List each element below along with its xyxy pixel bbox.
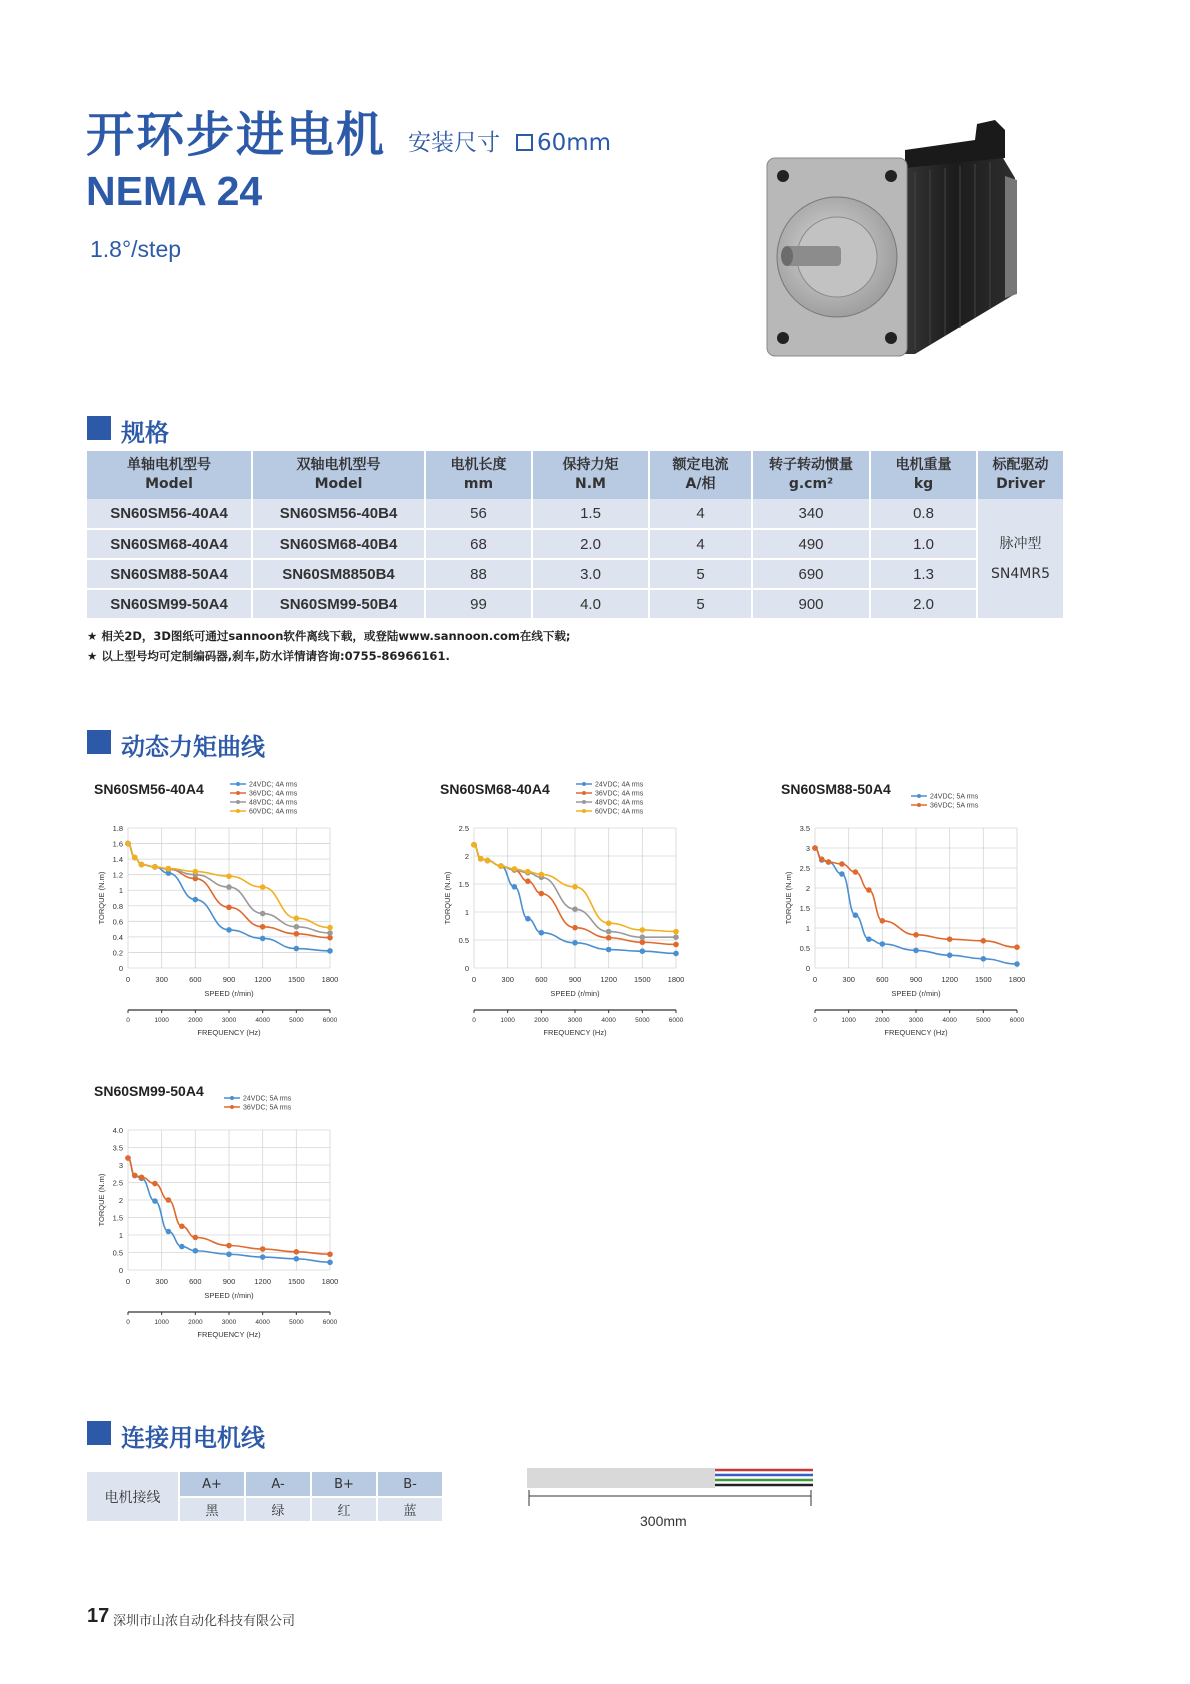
- data-point: [152, 1198, 158, 1204]
- chart-legend: [576, 782, 644, 816]
- column-header: 电机重量 kg: [870, 451, 977, 499]
- data-point: [327, 925, 333, 931]
- legend-marker: [582, 800, 586, 804]
- data-point: [139, 1174, 145, 1180]
- data-point: [606, 947, 612, 953]
- data-point: [152, 1181, 158, 1187]
- y-axis-label: TORQUE (N.m): [97, 1173, 106, 1227]
- y-tick-label: 1.6: [112, 839, 123, 849]
- y-tick-label: 4.0: [112, 1126, 123, 1135]
- frequency-tick-label: 6000: [668, 1017, 684, 1024]
- data-point: [260, 924, 266, 930]
- x-axis-label: SPEED (r/min): [550, 989, 600, 998]
- data-point: [193, 869, 199, 875]
- data-point: [179, 1244, 185, 1250]
- frequency-tick-label: 6000: [322, 1017, 338, 1024]
- driver-cell: 脉冲型 SN4MR5: [977, 499, 1064, 619]
- x-tick-label: 300: [501, 975, 514, 984]
- x-tick-label: 900: [568, 975, 582, 984]
- data-point: [606, 920, 612, 926]
- legend-marker: [582, 782, 586, 786]
- wiring-heading: 连接用电机线: [87, 1418, 387, 1448]
- y-tick-label: 0.2: [112, 948, 123, 958]
- chart-legend: [911, 794, 979, 810]
- wire-color: 红: [311, 1497, 377, 1522]
- frequency-tick-label: 6000: [322, 1319, 338, 1326]
- wire-color: 蓝: [377, 1497, 443, 1522]
- spec-header-row: [87, 451, 1064, 499]
- pin-label: A+: [179, 1472, 245, 1497]
- data-point: [166, 1229, 172, 1235]
- data-point: [193, 897, 199, 903]
- data-point: [327, 1251, 333, 1257]
- step-angle: 1.8°/step: [90, 236, 182, 262]
- table-row: SN60SM68-40A4 SN60SM68-40B4 68 2.0 4 490 1.0: [87, 529, 1064, 559]
- data-point: [512, 884, 518, 890]
- legend-label: 36VDC; 4A rms: [595, 790, 644, 798]
- y-tick-label: 3: [805, 844, 810, 853]
- frequency-tick-label: 3000: [221, 1319, 237, 1326]
- legend-label: 36VDC; 5A rms: [930, 802, 979, 810]
- data-point: [166, 1197, 172, 1203]
- x-tick-label: 1500: [633, 975, 651, 984]
- y-tick-label: 1.4: [112, 855, 123, 865]
- data-point: [539, 930, 545, 936]
- heading-bar: [87, 416, 111, 440]
- chart-title: SN60SM68-40A4: [440, 781, 550, 797]
- data-point: [913, 932, 919, 938]
- data-point: [471, 842, 477, 848]
- data-point: [640, 948, 646, 954]
- data-point: [193, 1235, 199, 1241]
- frequency-tick-label: 5000: [289, 1017, 304, 1024]
- data-point: [572, 925, 578, 931]
- y-tick-label: 2.5: [458, 824, 469, 833]
- data-point: [819, 856, 825, 862]
- column-header: 双轴电机型号 Model: [252, 451, 425, 499]
- chart-grid: [815, 828, 1017, 968]
- x-tick-label: 1200: [254, 975, 272, 984]
- data-point: [226, 905, 232, 911]
- y-tick-label: 2.5: [799, 864, 810, 873]
- table-row: SN60SM56-40A4 SN60SM56-40B4 56 1.5 4 340 0.8 脉冲型 SN4MR5: [87, 499, 1064, 529]
- frequency-tick-label: 0: [472, 1017, 476, 1024]
- y-tick-label: 0.4: [112, 932, 123, 942]
- y-axis-label: TORQUE (N.m): [784, 871, 793, 925]
- x-tick-label: 0: [125, 975, 131, 984]
- legend-label: 24VDC; 4A rms: [249, 781, 298, 789]
- data-point: [539, 891, 545, 897]
- mount-size: [408, 124, 611, 157]
- data-point: [673, 934, 679, 940]
- page-title-en: NEMA 24: [86, 168, 263, 214]
- data-point: [981, 956, 987, 962]
- y-tick-label: 0.8: [112, 901, 123, 911]
- y-tick-label: 3: [118, 1161, 123, 1170]
- frequency-tick-label: 4000: [255, 1017, 270, 1024]
- x-tick-label: 1200: [254, 1277, 272, 1286]
- data-point: [981, 938, 987, 944]
- data-point: [673, 951, 679, 957]
- mount-size-value: 60mm: [537, 130, 612, 156]
- x-tick-label: 300: [155, 1277, 168, 1286]
- frequency-tick-label: 1000: [154, 1319, 169, 1326]
- chart-legend: [224, 1096, 292, 1112]
- y-tick-label: 1: [805, 924, 810, 933]
- data-point: [572, 906, 578, 912]
- data-point: [125, 1155, 131, 1161]
- legend-marker: [236, 809, 240, 813]
- frequency-tick-label: 0: [126, 1319, 130, 1326]
- legend-label: 24VDC; 4A rms: [595, 781, 644, 789]
- frequency-tick-label: 5000: [635, 1017, 650, 1024]
- frequency-tick-label: 1000: [841, 1017, 856, 1024]
- x-tick-label: 0: [471, 975, 477, 984]
- data-point: [880, 918, 886, 924]
- data-point: [226, 884, 232, 890]
- data-point: [498, 863, 504, 869]
- data-point: [512, 866, 518, 872]
- x-tick-label: 1800: [667, 975, 685, 984]
- data-point: [226, 1243, 232, 1249]
- data-point: [539, 872, 545, 878]
- frequency-tick-label: 5000: [289, 1319, 304, 1326]
- frequency-axis-label: FREQUENCY (Hz): [884, 1028, 948, 1037]
- y-tick-label: 1.5: [458, 880, 469, 889]
- data-point: [179, 1223, 185, 1229]
- y-tick-label: 1: [118, 1231, 123, 1240]
- x-tick-label: 1500: [287, 1277, 305, 1286]
- data-point: [260, 936, 266, 942]
- data-point: [947, 952, 953, 958]
- legend-marker: [230, 1096, 234, 1100]
- y-tick-label: 1: [118, 886, 123, 896]
- y-tick-label: 0: [464, 964, 469, 973]
- data-point: [226, 927, 232, 933]
- legend-label: 36VDC; 5A rms: [243, 1104, 292, 1112]
- x-tick-label: 600: [189, 975, 202, 984]
- x-axis-label: SPEED (r/min): [891, 989, 941, 998]
- x-tick-label: 1800: [321, 1277, 339, 1286]
- wiring-table: [87, 1472, 444, 1523]
- data-point: [166, 866, 172, 872]
- data-point: [572, 940, 578, 946]
- mount-label: 安装尺寸: [408, 130, 500, 156]
- y-tick-label: 1.8: [112, 824, 123, 833]
- legend-label: 60VDC; 4A rms: [249, 808, 298, 816]
- data-point: [260, 911, 266, 917]
- frequency-axis-label: FREQUENCY (Hz): [197, 1028, 261, 1037]
- spec-heading: 规格: [87, 413, 287, 443]
- chart-title: SN60SM99-50A4: [94, 1083, 204, 1099]
- frequency-tick-label: 4000: [255, 1319, 270, 1326]
- square-icon: [516, 134, 533, 151]
- x-tick-label: 1800: [321, 975, 339, 984]
- wiring-row-label: 电机接线: [87, 1472, 179, 1522]
- x-tick-label: 1800: [1008, 975, 1026, 984]
- data-point: [294, 946, 300, 952]
- chart-grid: [128, 1130, 330, 1270]
- x-tick-label: 300: [842, 975, 855, 984]
- column-header: 电机长度 mm: [425, 451, 532, 499]
- frequency-axis-label: FREQUENCY (Hz): [197, 1330, 261, 1339]
- y-tick-label: 0: [805, 964, 810, 973]
- y-tick-label: 0: [118, 1266, 123, 1275]
- data-point: [673, 942, 679, 948]
- data-point: [913, 948, 919, 954]
- x-tick-label: 900: [909, 975, 923, 984]
- x-tick-label: 600: [189, 1277, 202, 1286]
- column-header: 转子转动惯量 g.cm²: [752, 451, 870, 499]
- y-tick-label: 0.5: [799, 944, 810, 953]
- x-axis-label: SPEED (r/min): [204, 1291, 254, 1300]
- x-tick-label: 0: [812, 975, 818, 984]
- pin-label: B-: [377, 1472, 443, 1497]
- data-point: [294, 1256, 300, 1262]
- y-tick-label: 3.5: [799, 824, 810, 833]
- x-tick-label: 900: [222, 1277, 236, 1286]
- chart-grid: [128, 828, 330, 968]
- torque-chart-88: [781, 780, 1071, 1060]
- data-point: [260, 1254, 266, 1260]
- legend-marker: [230, 1105, 234, 1109]
- column-header: 单轴电机型号 Model: [87, 451, 252, 499]
- y-tick-label: 1.2: [112, 870, 123, 880]
- frequency-tick-label: 5000: [976, 1017, 991, 1024]
- y-tick-label: 2: [118, 1196, 123, 1205]
- data-point: [125, 841, 131, 847]
- data-point: [866, 887, 872, 893]
- stepper-motor-image: [765, 118, 1025, 366]
- data-point: [294, 1249, 300, 1255]
- frequency-axis-label: FREQUENCY (Hz): [543, 1028, 607, 1037]
- data-point: [606, 929, 612, 935]
- data-point: [478, 856, 484, 862]
- data-point: [294, 915, 300, 921]
- data-point: [839, 861, 845, 867]
- frequency-tick-label: 2000: [875, 1017, 890, 1024]
- data-point: [853, 912, 859, 918]
- x-axis-label: SPEED (r/min): [204, 989, 254, 998]
- data-point: [1014, 961, 1020, 967]
- x-tick-label: 1500: [287, 975, 305, 984]
- cable-jacket: [527, 1468, 715, 1488]
- data-point: [853, 869, 859, 875]
- data-point: [132, 855, 138, 861]
- data-point: [826, 859, 832, 865]
- data-point: [880, 941, 886, 947]
- x-tick-label: 0: [125, 1277, 131, 1286]
- y-axis-label: TORQUE (N.m): [97, 871, 106, 925]
- legend-label: 24VDC; 5A rms: [930, 793, 979, 801]
- frequency-tick-label: 2000: [188, 1319, 203, 1326]
- table-row: [87, 1472, 443, 1497]
- legend-marker: [582, 809, 586, 813]
- frequency-tick-label: 3000: [221, 1017, 237, 1024]
- note-line: ★ 相关2D，3D图纸可通过sannoon软件离线下载，或登陆www.sannoon.com在线下载;: [87, 629, 571, 643]
- data-point: [640, 927, 646, 933]
- data-point: [525, 869, 531, 875]
- y-tick-label: 2: [464, 852, 469, 861]
- chart-grid: [474, 828, 676, 968]
- frequency-tick-label: 0: [126, 1017, 130, 1024]
- legend-marker: [236, 782, 240, 786]
- legend-marker: [236, 800, 240, 804]
- table-row: SN60SM99-50A4 SN60SM99-50B4 99 4.0 5 900 2.0: [87, 589, 1064, 619]
- pin-label: A-: [245, 1472, 311, 1497]
- torque-chart-56: [94, 780, 384, 1060]
- data-point: [812, 845, 818, 851]
- frequency-tick-label: 2000: [188, 1017, 203, 1024]
- data-point: [866, 936, 872, 942]
- torque-chart-99: [94, 1082, 384, 1362]
- pin-label: B+: [311, 1472, 377, 1497]
- y-tick-label: 0: [118, 964, 123, 973]
- data-point: [525, 878, 531, 884]
- data-point: [839, 871, 845, 877]
- column-header: 标配驱动 Driver: [977, 451, 1064, 499]
- legend-marker: [582, 791, 586, 795]
- torque-heading: 动态力矩曲线: [87, 727, 387, 757]
- frequency-tick-label: 4000: [942, 1017, 957, 1024]
- cable-diagram: [525, 1462, 815, 1512]
- torque-chart-68: [440, 780, 730, 1060]
- page-title-cn: 开环步进电机: [86, 107, 387, 163]
- chart-title: SN60SM88-50A4: [781, 781, 891, 797]
- x-tick-label: 1500: [974, 975, 992, 984]
- data-point: [947, 936, 953, 942]
- y-tick-label: 3.5: [112, 1143, 123, 1153]
- spec-table: [87, 451, 1065, 620]
- data-point: [572, 884, 578, 890]
- y-tick-label: 1.5: [799, 904, 810, 913]
- frequency-tick-label: 1000: [154, 1017, 169, 1024]
- y-tick-label: 2: [805, 884, 810, 893]
- page-number: 17: [87, 1605, 110, 1627]
- data-point: [327, 930, 333, 936]
- legend-label: 60VDC; 4A rms: [595, 808, 644, 816]
- legend-label: 48VDC; 4A rms: [595, 799, 644, 807]
- data-point: [193, 1248, 199, 1254]
- data-point: [673, 929, 679, 935]
- x-tick-label: 300: [155, 975, 168, 984]
- y-tick-label: 0.5: [112, 1248, 123, 1258]
- legend-label: 24VDC; 5A rms: [243, 1095, 292, 1103]
- y-axis-label: TORQUE (N.m): [443, 871, 452, 925]
- data-point: [485, 858, 491, 864]
- data-point: [294, 924, 300, 930]
- column-header: 额定电流 A/相: [649, 451, 752, 499]
- data-point: [139, 862, 145, 868]
- frequency-tick-label: 3000: [908, 1017, 924, 1024]
- x-tick-label: 900: [222, 975, 236, 984]
- x-tick-label: 600: [876, 975, 889, 984]
- y-tick-label: 1.5: [112, 1213, 123, 1223]
- wire-color: 绿: [245, 1497, 311, 1522]
- legend-marker: [917, 794, 921, 798]
- data-point: [294, 931, 300, 937]
- frequency-tick-label: 6000: [1009, 1017, 1025, 1024]
- legend-label: 48VDC; 4A rms: [249, 799, 298, 807]
- heading-bar: [87, 1421, 111, 1445]
- data-point: [132, 1173, 138, 1179]
- column-header: 保持力矩 N.M: [532, 451, 649, 499]
- data-point: [1014, 944, 1020, 950]
- x-tick-label: 1200: [600, 975, 618, 984]
- heading-bar: [87, 730, 111, 754]
- data-point: [226, 1251, 232, 1257]
- data-point: [525, 916, 531, 922]
- y-tick-label: 1: [464, 908, 469, 917]
- legend-label: 36VDC; 4A rms: [249, 790, 298, 798]
- frequency-tick-label: 1000: [500, 1017, 515, 1024]
- y-tick-label: 2.5: [112, 1178, 123, 1188]
- data-point: [640, 934, 646, 940]
- chart-legend: [230, 782, 298, 816]
- table-row: SN60SM88-50A4 SN60SM8850B4 88 3.0 5 690 1.3: [87, 559, 1064, 589]
- data-point: [327, 948, 333, 954]
- data-point: [640, 939, 646, 945]
- note-line: ★ 以上型号均可定制编码器,刹车,防水详情请咨询:0755-86966161.: [87, 649, 450, 663]
- legend-marker: [917, 803, 921, 807]
- x-tick-label: 1200: [941, 975, 959, 984]
- y-tick-label: 0.5: [458, 936, 469, 945]
- data-point: [226, 873, 232, 879]
- data-point: [260, 1246, 266, 1252]
- data-point: [606, 935, 612, 941]
- frequency-tick-label: 0: [813, 1017, 817, 1024]
- data-point: [152, 864, 158, 870]
- x-tick-label: 600: [535, 975, 548, 984]
- data-point: [260, 884, 266, 890]
- cable-length: 300mm: [640, 1513, 687, 1529]
- y-tick-label: 0.6: [112, 917, 123, 927]
- frequency-tick-label: 2000: [534, 1017, 549, 1024]
- frequency-tick-label: 3000: [567, 1017, 583, 1024]
- data-point: [327, 1260, 333, 1266]
- legend-marker: [236, 791, 240, 795]
- frequency-tick-label: 4000: [601, 1017, 616, 1024]
- wire-color: 黑: [179, 1497, 245, 1522]
- chart-title: SN60SM56-40A4: [94, 781, 204, 797]
- company-name: 深圳市山浓自动化科技有限公司: [113, 1614, 296, 1629]
